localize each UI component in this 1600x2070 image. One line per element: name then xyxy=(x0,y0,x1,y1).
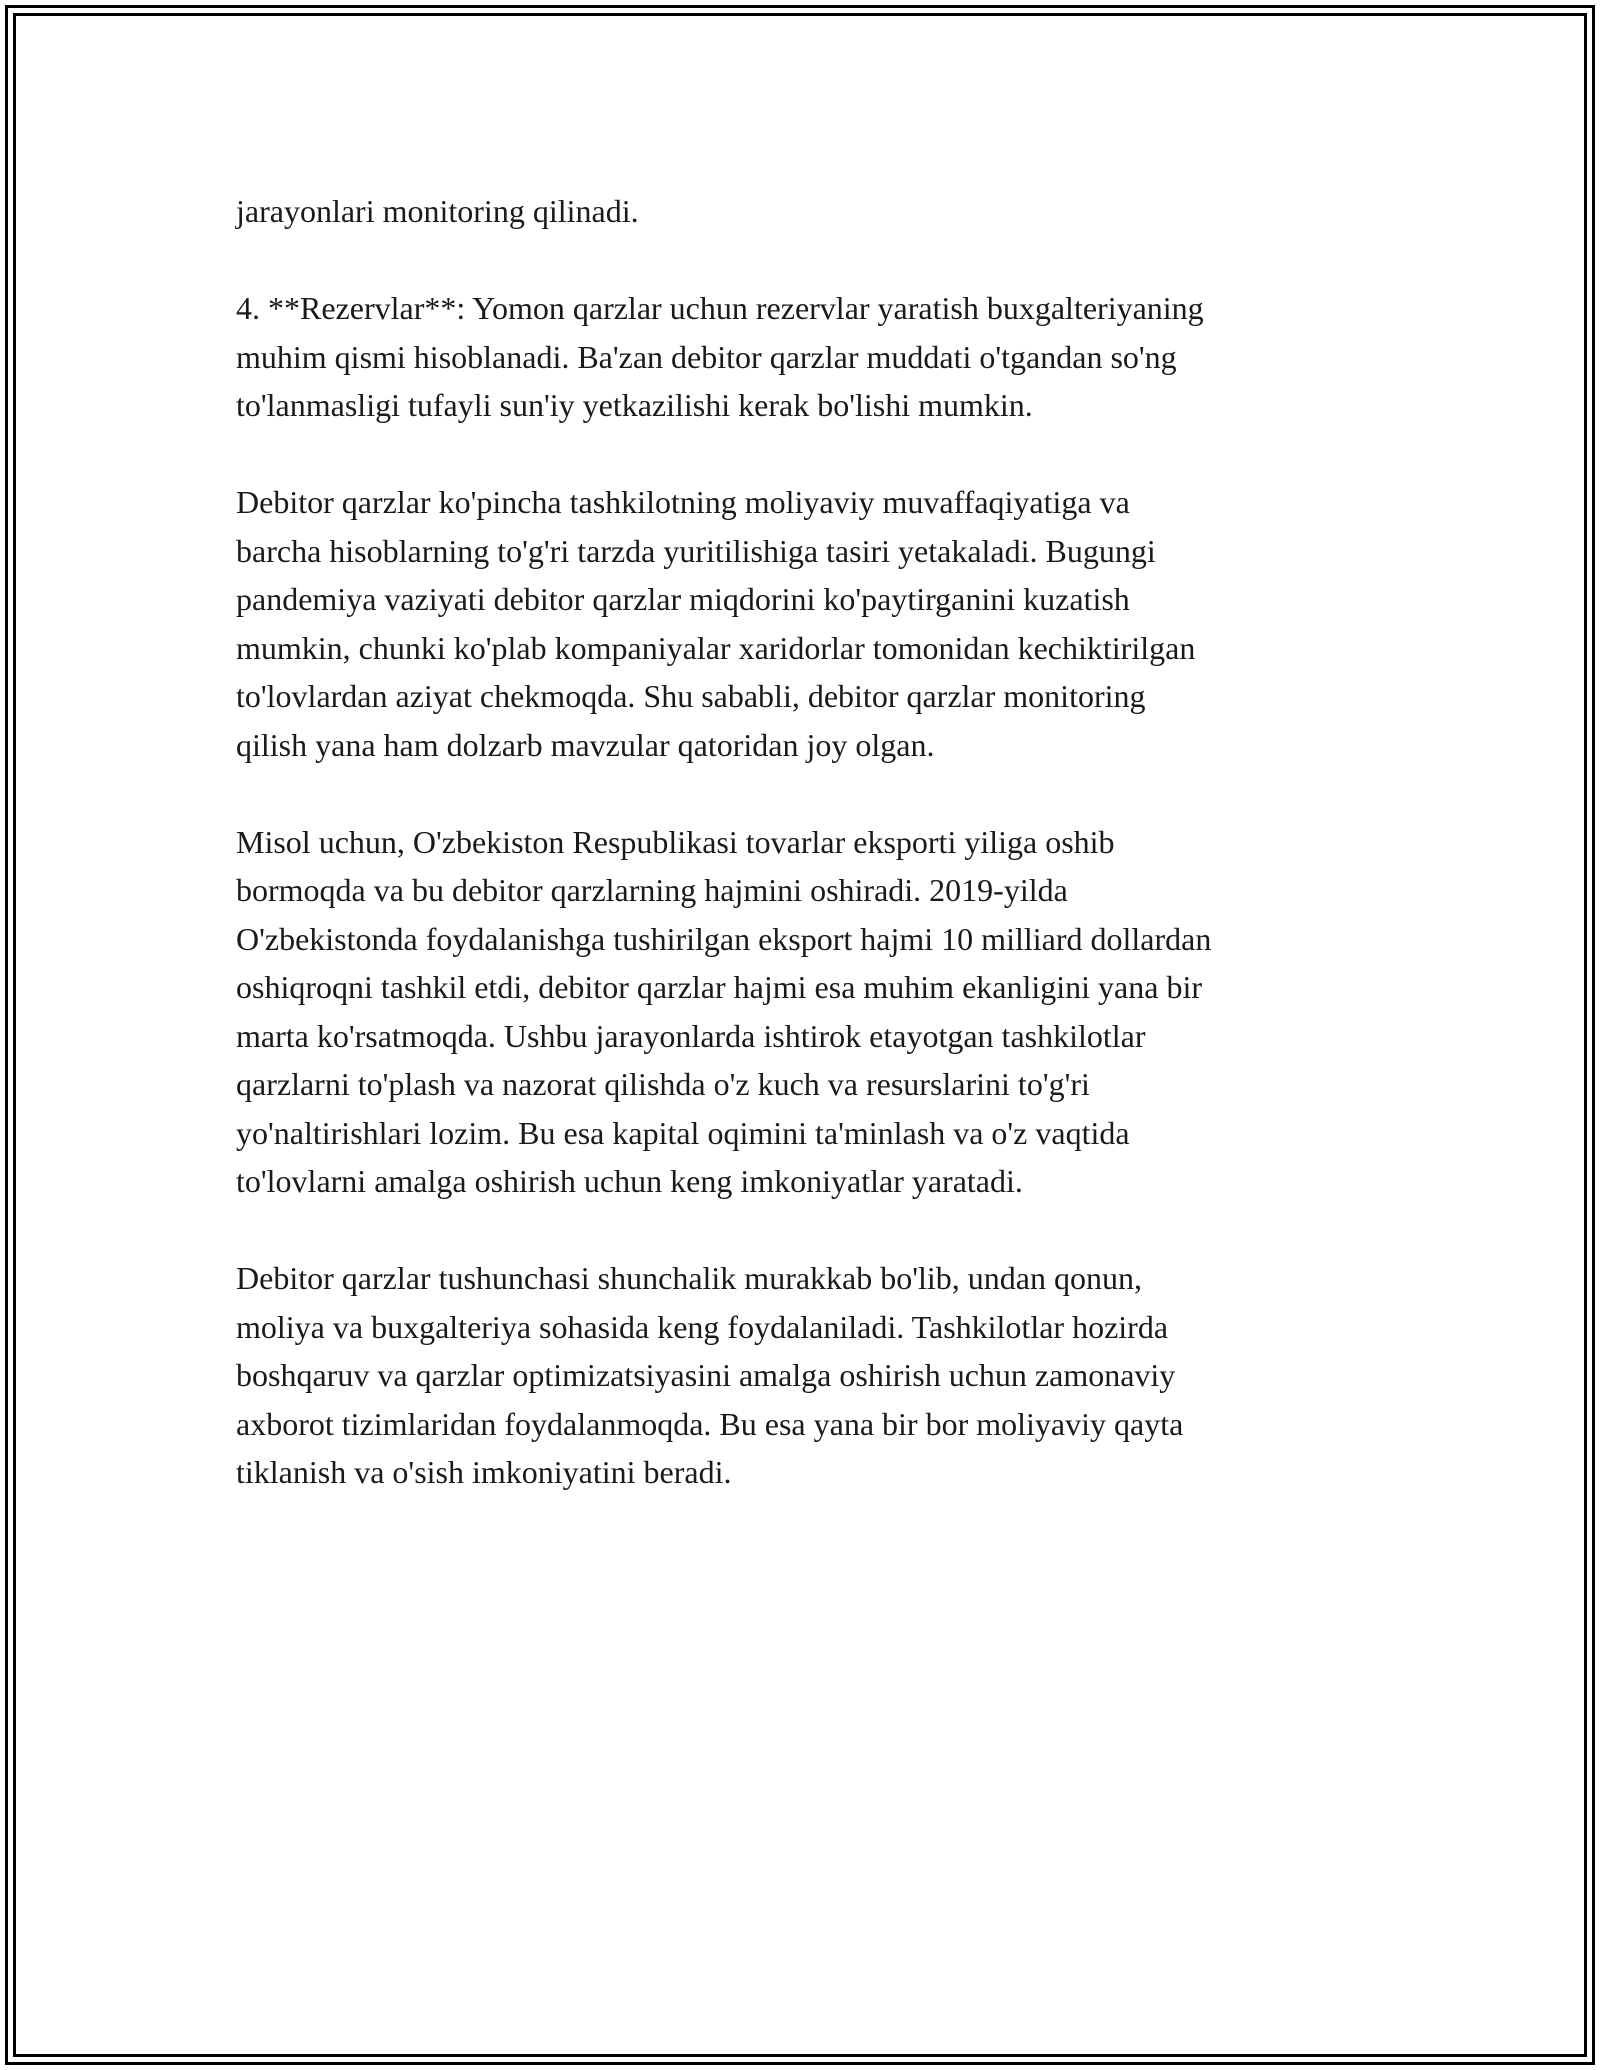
text-line: yo'naltirishlari lozim. Bu esa kapital oqimini ta'minlash va o'z vaqtida xyxy=(236,1114,1130,1151)
text-line: oshiqroqni tashkil etdi, debitor qarzlar hajmi esa muhim ekanligini yana bir xyxy=(236,969,1202,1005)
text-line: to'lovlarni amalga oshirish uchun keng imkoniyatlar yaratadi. xyxy=(236,1163,1023,1199)
paragraph xyxy=(236,818,1364,1206)
text-line: to'lanmasligi tufayli sun'iy yetkazilishi kerak bo'lishi mumkin. xyxy=(236,387,1033,423)
text-line: boshqaruv va qarzlar optimizatsiyasini amalga oshirish uchun zamonaviy xyxy=(236,1357,1176,1393)
text-line: Debitor qarzlar ko'pincha tashkilotning moliyaviy muvaffaqiyatiga va xyxy=(236,484,1130,520)
text-line: tiklanish va o'sish imkoniyatini beradi. xyxy=(236,1454,732,1490)
text-line: pandemiya vaziyati debitor qarzlar miqdorini ko'paytirganini kuzatish xyxy=(236,581,1130,617)
text-line: muhim qismi hisoblanadi. Ba'zan debitor qarzlar muddati o'tgandan so'ng xyxy=(236,338,1177,375)
text-line: 4. **Rezervlar**: Yomon qarzlar uchun rezervlar yaratish buxgalteriyaning xyxy=(236,290,1204,326)
paragraph xyxy=(236,284,1364,430)
text-line: moliya va buxgalteriya sohasida keng foydalaniladi. Tashkilotlar hozirda xyxy=(236,1308,1169,1345)
paragraph xyxy=(236,1254,1364,1497)
text-line: barcha hisoblarning to'g'ri tarzda yuritilishiga tasiri yetakaladi. Bugungi xyxy=(236,532,1156,569)
text-line: O'zbekistonda foydalanishga tushirilgan eksport hajmi 10 milliard dollardan xyxy=(236,920,1212,957)
text-line: Misol uchun, O'zbekiston Respublikasi tovarlar eksporti yiliga oshib xyxy=(236,823,1115,860)
text-line: qarzlarni to'plash va nazorat qilishda o'z kuch va resurslarini to'g'ri xyxy=(236,1066,1090,1102)
text-line: Debitor qarzlar tushunchasi shunchalik murakkab bo'lib, undan qonun, xyxy=(236,1260,1142,1296)
text-line: qilish yana ham dolzarb mavzular qatoridan joy olgan. xyxy=(236,726,935,763)
paragraph xyxy=(236,478,1364,769)
text-line: marta ko'rsatmoqda. Ushbu jarayonlarda ishtirok etayotgan tashkilotlar xyxy=(236,1017,1146,1054)
text-line: bormoqda va bu debitor qarzlarning hajmini oshiradi. 2019-yilda xyxy=(236,872,1068,908)
text-line: axborot tizimlaridan foydalanmoqda. Bu esa yana bir bor moliyaviy qayta xyxy=(236,1405,1184,1442)
text-line: to'lovlardan aziyat chekmoqda. Shu sababli, debitor qarzlar monitoring xyxy=(236,678,1146,714)
paragraph xyxy=(236,187,1364,236)
text-line: mumkin, chunki ko'plab kompaniyalar xaridorlar tomonidan kechiktirilgan xyxy=(236,629,1196,666)
document-body xyxy=(236,187,1364,1545)
text-line: jarayonlari monitoring qilinadi. xyxy=(236,193,639,229)
